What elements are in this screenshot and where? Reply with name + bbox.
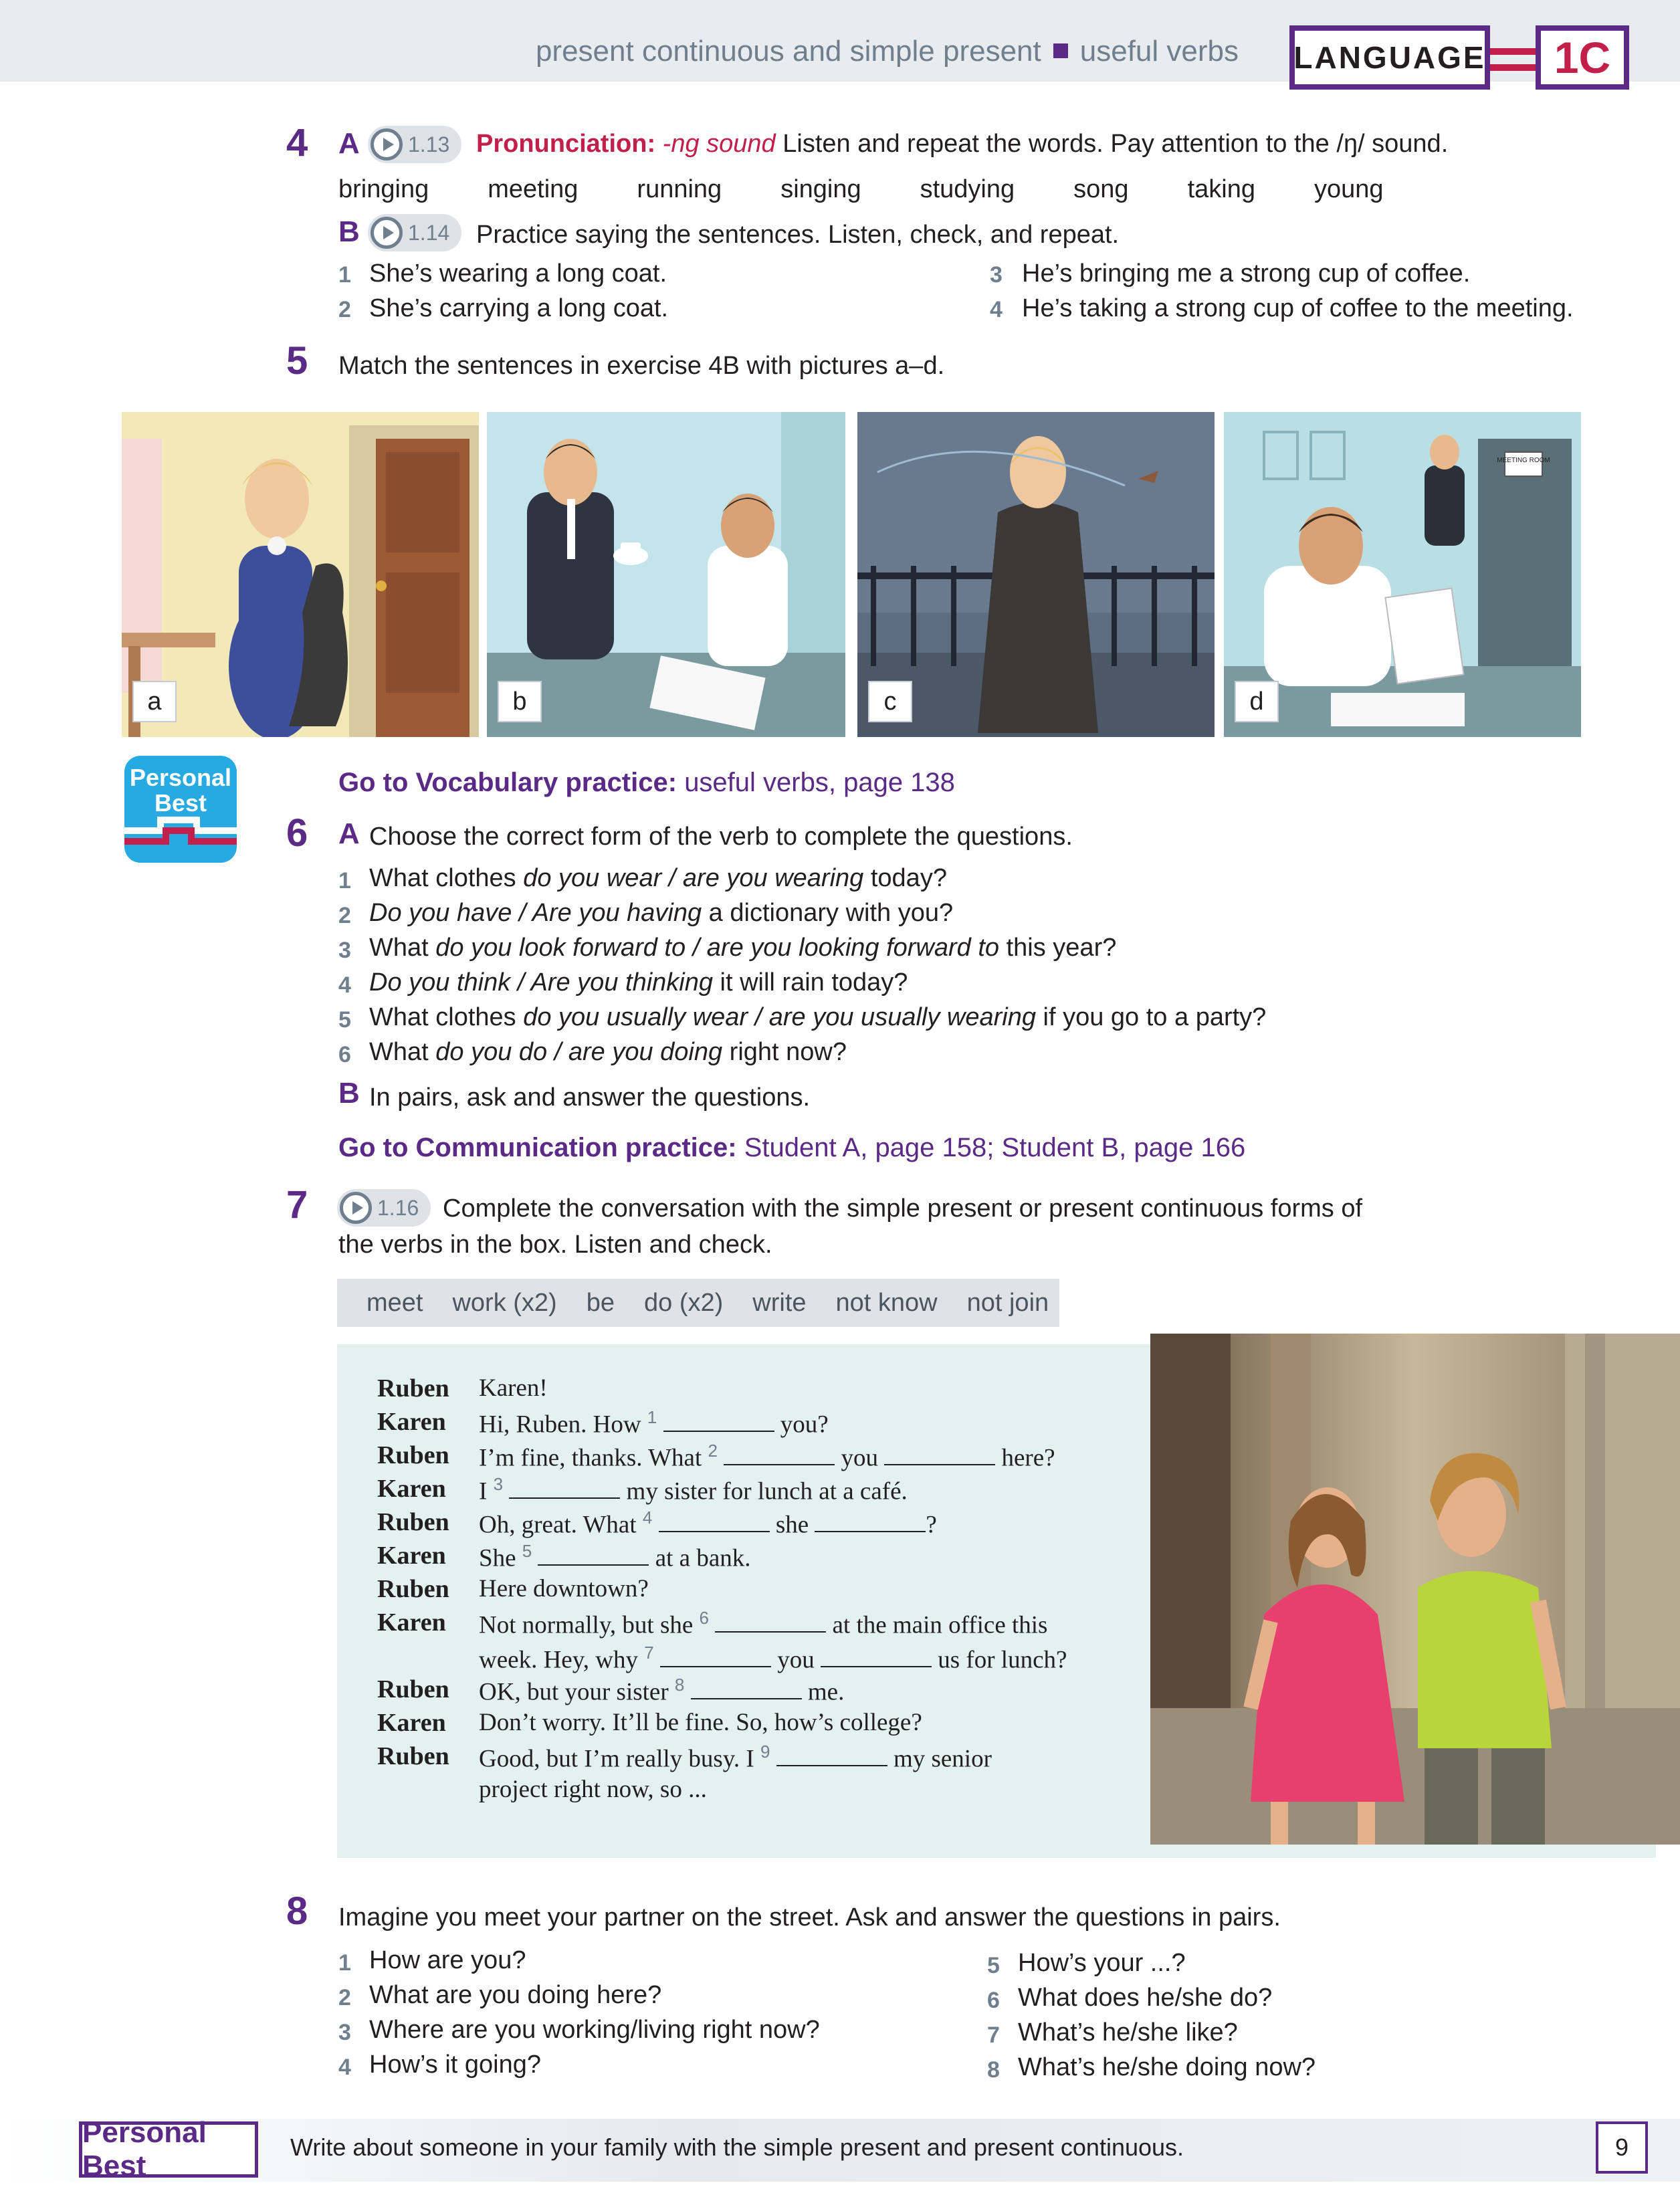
question-item: Do you have / Are you having a dictionary with you? — [369, 899, 954, 927]
bullet-square-icon — [1053, 43, 1068, 58]
question-item: What clothes do you wear / are you wearing today? — [369, 864, 947, 892]
item-number: 1 — [338, 262, 351, 288]
word-item: bringing — [338, 175, 429, 203]
audio-track-button[interactable] — [368, 214, 461, 251]
conversation-line: Not normally, but she $^6$ at the main office this — [479, 1608, 1048, 1639]
answer-blank[interactable] — [776, 1745, 887, 1766]
conversation-line: week. Hey, why $^7$ you us for lunch? — [479, 1643, 1067, 1674]
sentence-item: She’s carrying a long coat. — [369, 294, 669, 322]
divider-stripe — [1490, 64, 1536, 71]
conversation-line: Good, but I’m really busy. I $^9$ my senior — [479, 1742, 992, 1773]
audio-track-number: 1.14 — [408, 220, 450, 245]
picture-b — [487, 412, 845, 737]
instruction-text: Listen and repeat the words. Pay attention to the /ŋ/ sound. — [782, 130, 1449, 158]
word-box-item: work (x2) — [452, 1288, 557, 1317]
answer-blank[interactable] — [884, 1444, 995, 1465]
conversation-line: project right now, so ... — [479, 1776, 707, 1803]
question-item: What are you doing here? — [369, 1981, 662, 2009]
section-label: LANGUAGE — [1289, 25, 1490, 90]
pronunciation-heading: Pronunciation: -ng sound — [476, 130, 776, 158]
word-box-item: meet — [366, 1288, 423, 1317]
item-number: 5 — [987, 1953, 1000, 1978]
question-item: How’s your ...? — [1018, 1949, 1186, 1977]
topic-vocab: useful verbs — [1079, 35, 1239, 68]
item-number: 3 — [338, 2020, 351, 2045]
speaker-name: Karen — [377, 1475, 446, 1503]
meeting-room-sign: MEETING ROOM — [1497, 457, 1550, 464]
answer-blank[interactable] — [538, 1544, 649, 1566]
page-number: 9 — [1596, 2121, 1648, 2174]
exercise-number: 7 — [286, 1183, 308, 1227]
item-number: 2 — [338, 903, 351, 928]
item-number: 6 — [338, 1042, 351, 1067]
steps-icon — [124, 756, 237, 863]
word-item: meeting — [488, 175, 579, 203]
part-label: A — [338, 817, 360, 850]
word-box-item: be — [586, 1288, 615, 1317]
item-number: 1 — [338, 868, 351, 894]
conversation-line: Here downtown? — [479, 1575, 649, 1602]
unit-label: 1C — [1536, 25, 1629, 90]
exercise-number: 4 — [286, 121, 308, 165]
question-item: What’s he/she doing now? — [1018, 2053, 1316, 2081]
communication-practice-link[interactable]: Go to Communication practice: Student A, page 158; Student B, page 166 — [338, 1133, 1246, 1162]
word-item: young — [1314, 175, 1384, 203]
question-item: What clothes do you usually wear / are you usually wearing if you go to a party? — [369, 1003, 1267, 1031]
people-walking-photo — [1150, 1334, 1680, 1845]
speaker-name: Ruben — [377, 1675, 449, 1703]
conversation-line: She $^5$ at a bank. — [479, 1541, 751, 1572]
picture-label: d — [1235, 681, 1279, 722]
question-item: How’s it going? — [369, 2051, 542, 2079]
speaker-name: Ruben — [377, 1575, 449, 1603]
conversation-line: Oh, great. What $^4$ she ? — [479, 1507, 937, 1539]
question-item: What’s he/she like? — [1018, 2018, 1238, 2047]
answer-blank[interactable] — [691, 1678, 802, 1699]
pronunciation-instruction — [476, 130, 1448, 159]
answer-blank[interactable] — [815, 1511, 926, 1532]
word-box — [337, 1279, 1059, 1327]
conversation-line: OK, but your sister $^8$ me. — [479, 1675, 845, 1706]
picture-label: c — [868, 681, 912, 722]
instruction-text: the verbs in the box. Listen and check. — [338, 1231, 772, 1259]
item-number: 3 — [338, 938, 351, 963]
speaker-name: Karen — [377, 1608, 446, 1637]
conversation-line: Karen! — [479, 1374, 548, 1402]
sentence-item: He’s bringing me a strong cup of coffee. — [1022, 259, 1471, 288]
word-item: song — [1073, 175, 1129, 203]
picture-label: b — [498, 681, 542, 722]
item-number: 1 — [338, 1950, 351, 1976]
conversation-line: I’m fine, thanks. What $^2$ you here? — [479, 1441, 1055, 1472]
picture-c — [857, 412, 1215, 737]
exercise-number: 8 — [286, 1889, 308, 1933]
speaker-name: Karen — [377, 1408, 446, 1436]
play-icon — [371, 128, 403, 161]
item-number: 2 — [338, 297, 351, 322]
speaker-name: Karen — [377, 1709, 446, 1737]
question-item: Where are you working/living right now? — [369, 2016, 820, 2044]
question-item: What do you look forward to / are you looking forward to this year? — [369, 934, 1117, 962]
speaker-name: Ruben — [377, 1508, 449, 1536]
play-icon — [340, 1192, 372, 1224]
part-label: B — [338, 1077, 360, 1110]
conversation-line: Don’t worry. It’ll be fine. So, how’s college? — [479, 1709, 922, 1736]
word-box-item: do (x2) — [644, 1288, 724, 1317]
footer-task: Write about someone in your family with the simple present and present continuous. — [290, 2133, 1184, 2161]
answer-blank[interactable] — [659, 1511, 770, 1532]
personal-best-badge — [124, 756, 237, 863]
answer-blank[interactable] — [715, 1611, 826, 1633]
item-number: 4 — [338, 2055, 351, 2080]
item-number: 2 — [338, 1985, 351, 2010]
conversation-line: I $^3$ my sister for lunch at a café. — [479, 1474, 908, 1505]
exercise-number: 6 — [286, 811, 308, 855]
speaker-name: Ruben — [377, 1441, 449, 1469]
item-number: 5 — [338, 1007, 351, 1033]
conversation-line: Hi, Ruben. How $^1$ you? — [479, 1407, 829, 1439]
question-item: Do you think / Are you thinking it will rain today? — [369, 968, 908, 997]
couple-photo — [1150, 1334, 1680, 1845]
badge-text: Personal Best — [129, 764, 232, 817]
word-box-item: not know — [835, 1288, 938, 1317]
topic-line — [0, 35, 1239, 68]
word-box-item: not join — [966, 1288, 1049, 1317]
instruction-text: Imagine you meet your partner on the street. Ask and answer the questions in pairs. — [338, 1903, 1281, 1931]
vocabulary-practice-link[interactable]: Go to Vocabulary practice: useful verbs, page 138 — [338, 768, 955, 797]
instruction-text: Match the sentences in exercise 4B with pictures a–d. — [338, 352, 945, 380]
word-item: running — [637, 175, 722, 203]
answer-blank[interactable] — [724, 1444, 835, 1465]
sentence-item: She’s wearing a long coat. — [369, 259, 667, 288]
answer-blank[interactable] — [663, 1411, 774, 1432]
question-item: What do you do / are you doing right now? — [369, 1038, 847, 1066]
word-item: studying — [920, 175, 1015, 203]
personal-best-footer-badge: Personal Best — [79, 2121, 258, 2178]
answer-blank[interactable] — [660, 1646, 771, 1667]
word-item: singing — [780, 175, 861, 203]
speaker-name: Karen — [377, 1542, 446, 1570]
part-label: B — [338, 215, 360, 248]
instruction-text: Complete the conversation with the simple present or present continuous forms of — [443, 1194, 1363, 1223]
item-number: 6 — [987, 1988, 1000, 2013]
sentence-item: He’s taking a strong cup of coffee to the meeting. — [1022, 294, 1574, 322]
picture-a — [122, 412, 479, 737]
part-label: A — [338, 127, 360, 160]
topic-grammar: present continuous and simple present — [535, 35, 1041, 68]
instruction-text: Choose the correct form of the verb to complete the questions. — [369, 823, 1073, 851]
picture-d — [1224, 412, 1581, 737]
play-icon — [371, 217, 403, 249]
picture-label: a — [132, 681, 177, 722]
word-item: taking — [1187, 175, 1255, 203]
speaker-name: Ruben — [377, 1374, 449, 1402]
audio-track-button[interactable] — [337, 1189, 431, 1227]
question-item: What does he/she do? — [1018, 1984, 1273, 2012]
audio-track-number: 1.16 — [377, 1195, 419, 1220]
speaker-name: Ruben — [377, 1742, 449, 1770]
audio-track-number: 1.13 — [408, 132, 450, 156]
question-item: How are you? — [369, 1946, 526, 1974]
exercise-number: 5 — [286, 339, 308, 383]
item-number: 8 — [987, 2057, 1000, 2083]
item-number: 4 — [338, 972, 351, 998]
audio-track-button[interactable] — [368, 126, 461, 163]
word-list — [338, 175, 1443, 204]
instruction-text: Practice saying the sentences. Listen, check, and repeat. — [476, 221, 1120, 249]
item-number: 7 — [987, 2022, 1000, 2048]
answer-blank[interactable] — [821, 1646, 932, 1667]
divider-stripe — [1490, 48, 1536, 55]
word-box-item: write — [752, 1288, 807, 1317]
answer-blank[interactable] — [509, 1477, 620, 1499]
instruction-text: In pairs, ask and answer the questions. — [369, 1083, 811, 1112]
item-number: 4 — [990, 297, 1003, 322]
item-number: 3 — [990, 262, 1003, 288]
